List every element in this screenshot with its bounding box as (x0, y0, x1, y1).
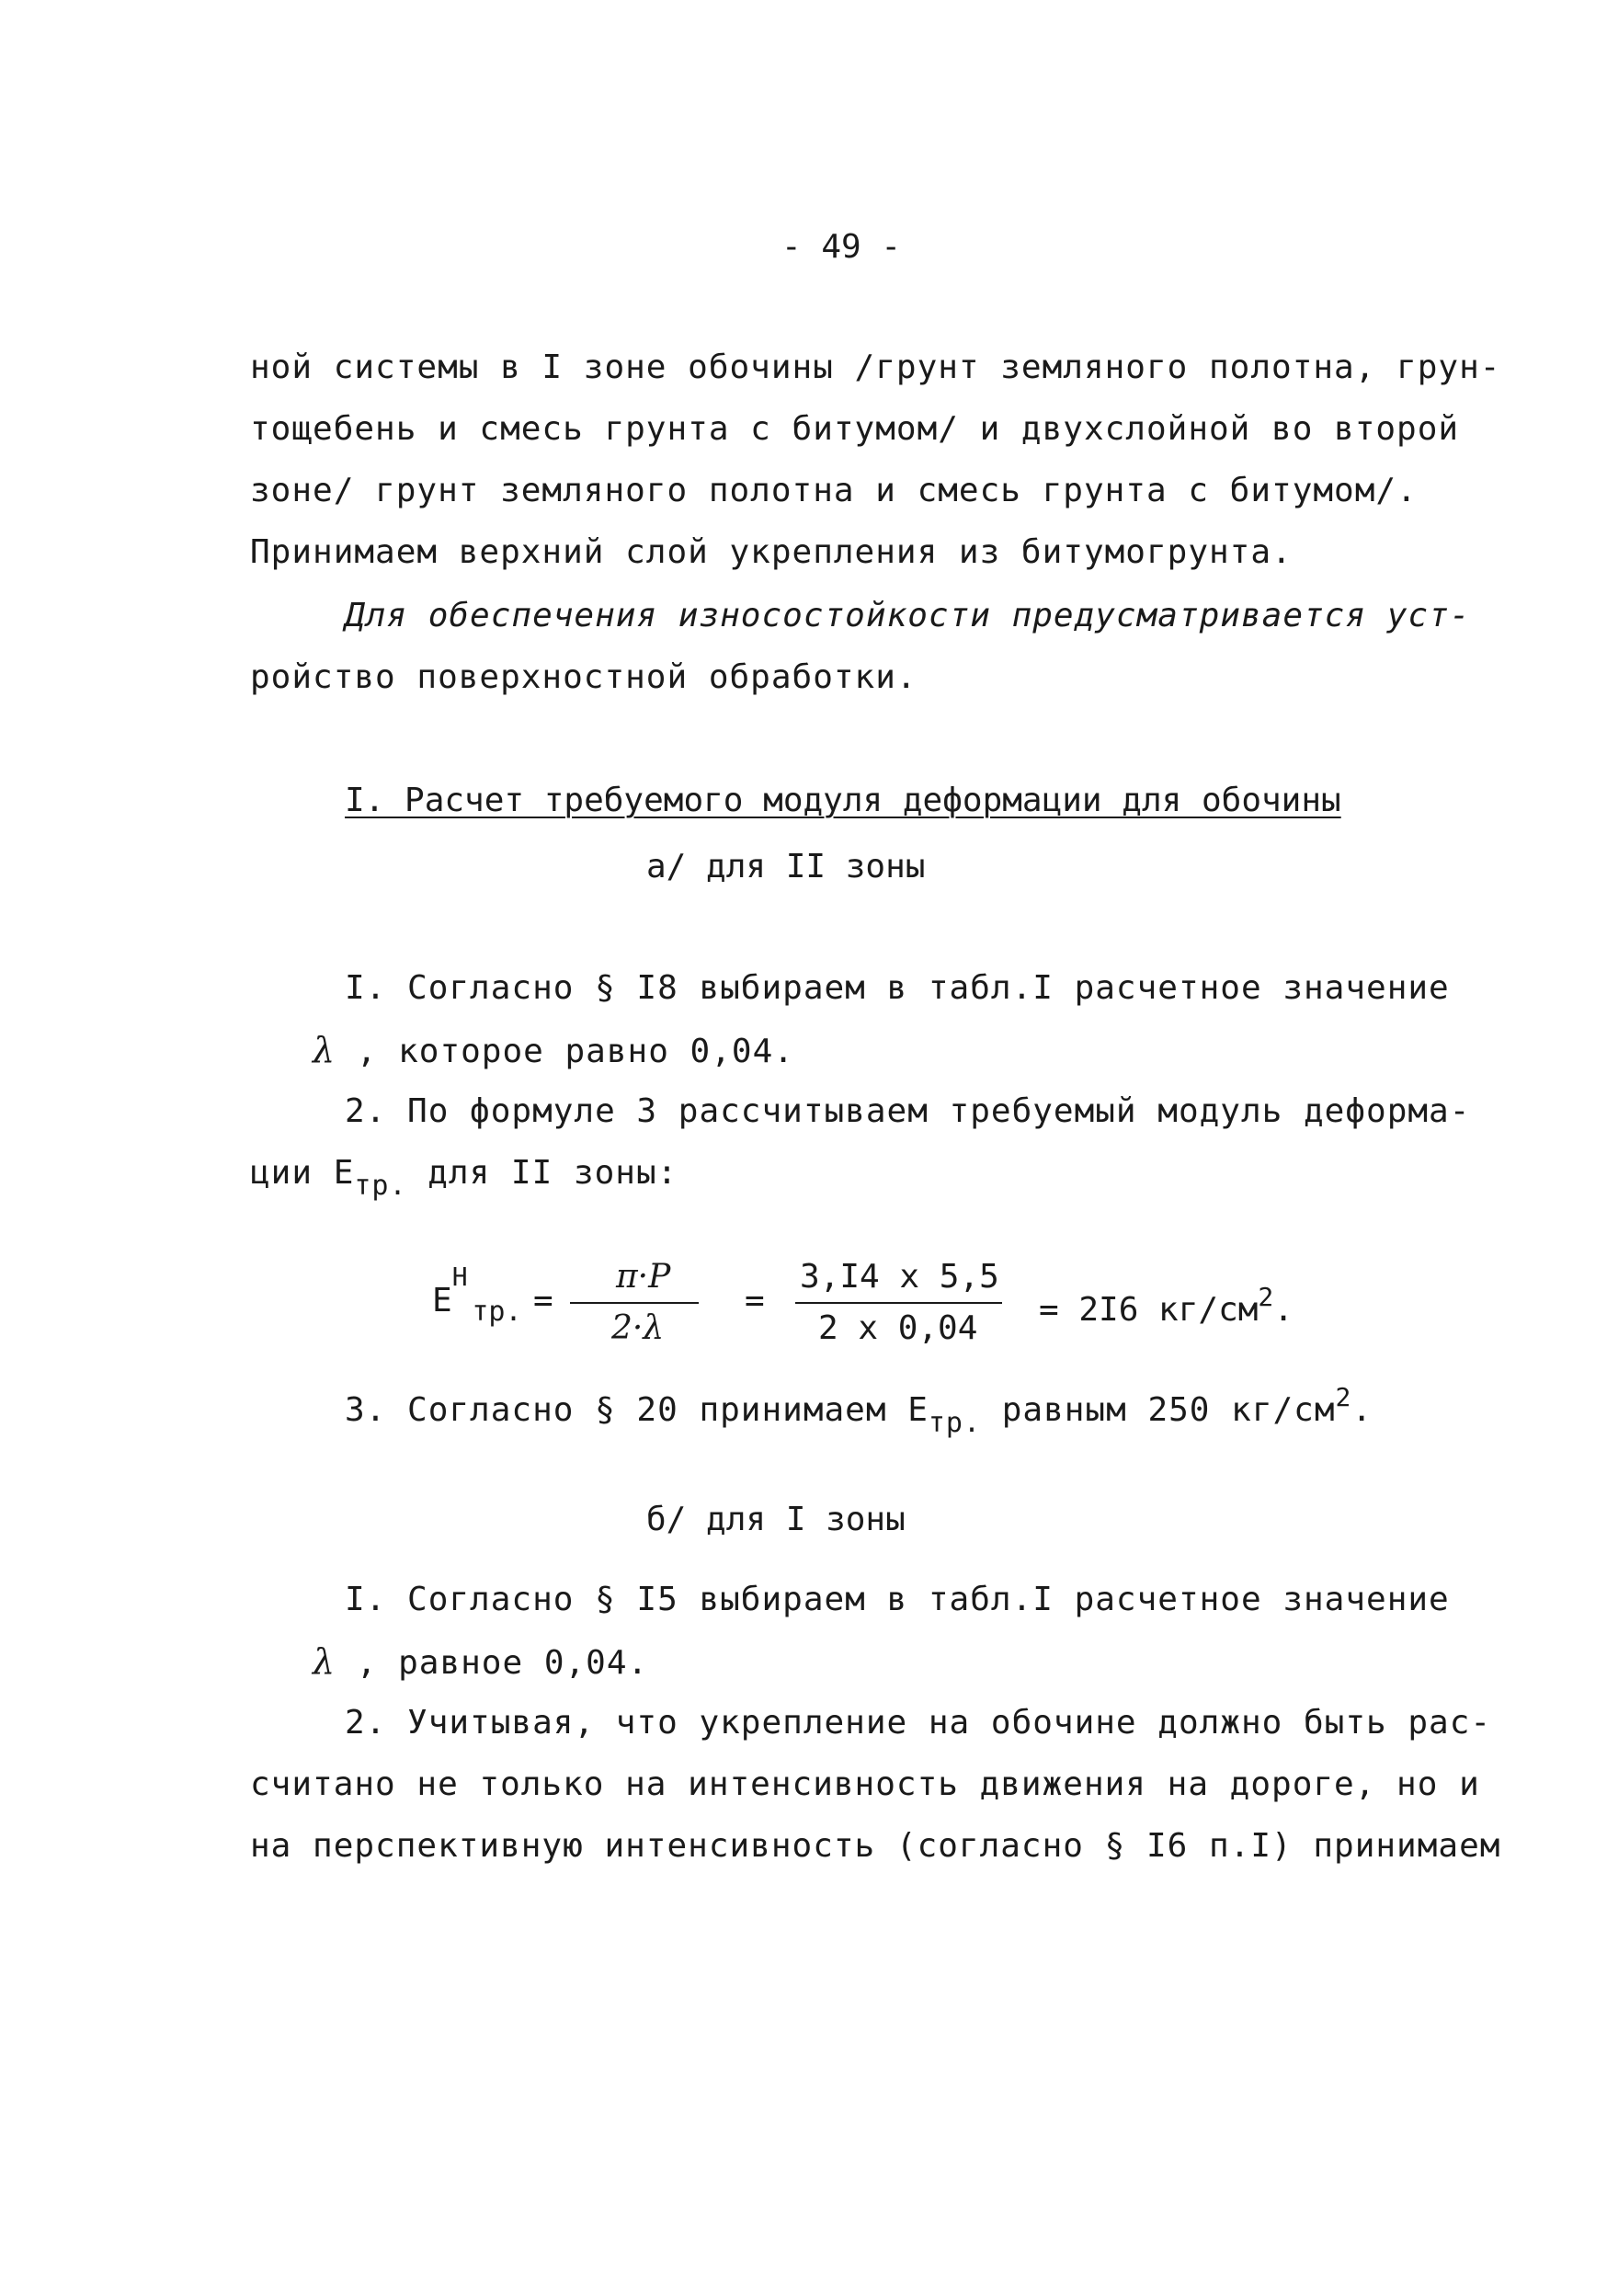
b-item2-line2: считано не только на интенсивность движения на дороге, но и (250, 1765, 1480, 1803)
lambda-symbol: λ (313, 1641, 336, 1682)
b-item2-line3: на перспективную интенсивность (согласно § I6 п.I) принимаем (250, 1827, 1501, 1865)
b-item1-line1: I. Согласно § I5 выбираем в табл.I расчетное значение (345, 1581, 1450, 1618)
section-heading-text: I. Расчет требуемого модуля деформации для обочины (345, 782, 1341, 819)
formula-lhs-e: Е (432, 1282, 452, 1319)
subsection-b-heading: б/ для I зоны (646, 1501, 906, 1538)
a-item1-line1: I. Согласно § I8 выбираем в табл.I расчетное значение (345, 969, 1450, 1007)
a-item3-sup: 2 (1335, 1382, 1352, 1412)
section-heading (345, 782, 1341, 819)
formula-frac2-num: 3,I4 х 5,5 (800, 1258, 999, 1296)
formula-frac1-line (570, 1302, 699, 1304)
b-item1-line2-text: , равное 0,04. (336, 1644, 649, 1682)
a-item2-line2-sub: тр. (354, 1170, 407, 1202)
formula-frac1-num: π·Р (616, 1258, 671, 1296)
a-item2-line2 (250, 1153, 678, 1206)
formula-eq1: = (533, 1282, 553, 1319)
subsection-a-heading: а/ для II зоны (646, 848, 926, 885)
formula-frac2-den: 2 х 0,04 (818, 1309, 978, 1347)
formula-lhs (432, 1262, 522, 1328)
formula-result-text: = 2I6 кг/см (1039, 1291, 1259, 1329)
formula-result (1039, 1282, 1294, 1329)
formula-lhs-sup: Н (451, 1262, 468, 1292)
a-item1-line2-text: , которое равно 0,04. (336, 1033, 794, 1070)
paragraph1-line2: тощебень и смесь грунта с битумом/ и двухслойной во второй (250, 410, 1460, 448)
formula-lhs-sub: тр. (472, 1296, 522, 1328)
a-item2-line1: 2. По формуле 3 рассчитываем требуемый модуль деформа- (345, 1092, 1471, 1130)
lambda-symbol: λ (313, 1030, 336, 1070)
formula-result-end: . (1273, 1291, 1294, 1329)
formula-eq2: = (745, 1282, 765, 1319)
b-item1-line2 (313, 1641, 648, 1684)
a-item3-end: . (1351, 1391, 1373, 1429)
a-item2-line2-pre: ции Е (250, 1154, 355, 1192)
a-item2-line2-post: для II зоны: (406, 1154, 678, 1192)
paragraph2-line1: Для обеспечения износостойкости предусматривается уст- (345, 597, 1471, 634)
formula-result-sup: 2 (1258, 1282, 1274, 1312)
paragraph1-line4: Принимаем верхний слой укрепления из битумогрунта. (250, 533, 1293, 571)
a-item3-sub: тр. (928, 1407, 982, 1439)
a-item3-pre: 3. Согласно § 20 принимаем Е (345, 1391, 929, 1429)
formula-frac2-line (795, 1302, 1002, 1304)
a-item3-post: равным 250 кг/см (981, 1391, 1336, 1429)
paragraph2-line2: ройство поверхностной обработки. (250, 658, 917, 696)
formula-frac1-den: 2·λ (611, 1309, 665, 1347)
paragraph1-line3: зоне/ грунт земляного полотна и смесь грунта с битумом/. (250, 472, 1418, 509)
b-item2-line1: 2. Учитывая, что укрепление на обочине должно быть рас- (345, 1704, 1492, 1742)
a-item3 (345, 1377, 1373, 1444)
formula-e-tr (432, 1258, 1333, 1359)
paragraph1-line1: ной системы в I зоне обочины /грунт земляного полотна, грун- (250, 348, 1501, 386)
page-number: - 49 - (781, 228, 902, 266)
a-item1-line2 (313, 1030, 794, 1072)
